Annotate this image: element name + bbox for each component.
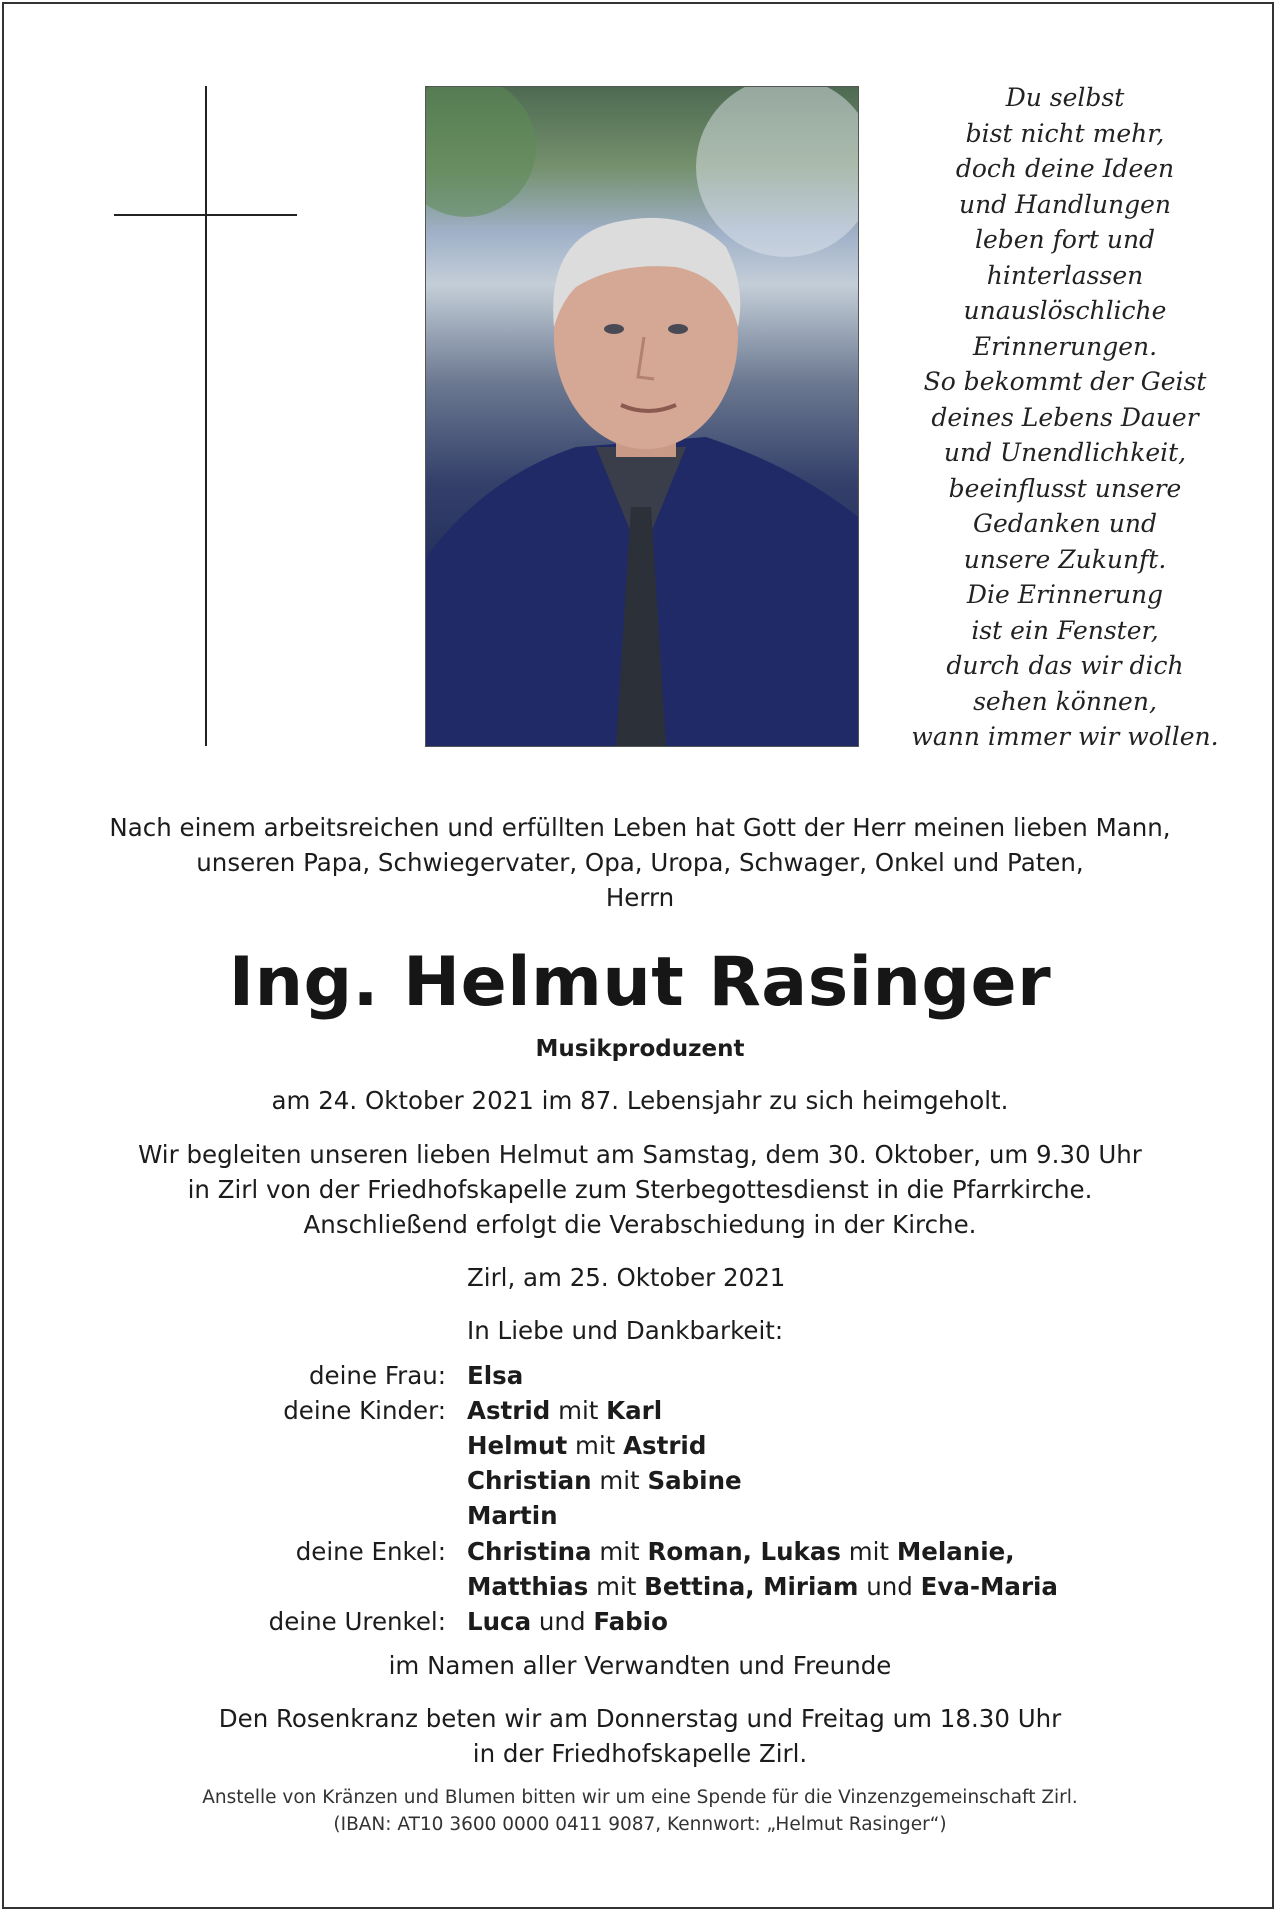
family-row-children-3	[4, 1463, 1276, 1498]
conjunction: und	[538, 1607, 586, 1636]
grandchild-name: Christina	[467, 1537, 592, 1566]
conjunction: mit	[558, 1396, 599, 1425]
grandchild-name: Matthias	[467, 1572, 589, 1601]
family-names	[467, 1534, 1015, 1569]
family-names	[467, 1604, 668, 1639]
family-row-children	[4, 1393, 1276, 1428]
family-row-greatgrandchildren	[4, 1604, 1276, 1639]
family-label: deine Enkel:	[295, 1537, 446, 1566]
poem-line: doch deine Ideen	[955, 154, 1175, 183]
intro-line: unseren Papa, Schwiegervater, Opa, Uropa, Schwager, Onkel und Paten,	[196, 848, 1084, 877]
wife-name: Elsa	[467, 1361, 524, 1390]
child-name: Astrid	[467, 1396, 551, 1425]
conjunction: mit	[596, 1572, 637, 1601]
family-names	[467, 1393, 662, 1428]
grandchild-name: Eva-Maria	[920, 1572, 1058, 1601]
greatgrandchild-name: Luca	[467, 1607, 532, 1636]
intro-line: Herrn	[605, 883, 675, 912]
poem-line: durch das wir dich	[946, 651, 1184, 680]
cross-icon	[205, 86, 207, 746]
family-names	[467, 1463, 742, 1498]
child-name: Christian	[467, 1466, 592, 1495]
donation-line: Anstelle von Kränzen und Blumen bitten wir um eine Spende für die Vinzenzgemeinschaft Zirl.	[202, 1787, 1078, 1808]
poem-line: wann immer wir wollen.	[911, 722, 1219, 751]
conjunction: mit	[575, 1431, 616, 1460]
conjunction: mit	[848, 1537, 890, 1566]
family-names	[467, 1358, 523, 1393]
poem-line: und Unendlichkeit,	[943, 438, 1187, 467]
donation-line: (IBAN: AT10 3600 0000 0411 9087, Kennwort: „Helmut Rasinger“)	[333, 1814, 947, 1835]
poem-line: unauslöschliche	[963, 296, 1167, 325]
conjunction: und	[866, 1572, 913, 1601]
partner-name: Astrid	[623, 1431, 707, 1460]
child-name: Martin	[467, 1501, 558, 1530]
obituary-notice	[2, 2, 1274, 1909]
family-row-grandchildren-2	[4, 1569, 1276, 1604]
grandchild-name: Melanie,	[896, 1537, 1015, 1566]
rosary-line: Den Rosenkranz beten wir am Donnerstag und Freitag um 18.30 Uhr	[218, 1704, 1062, 1733]
poem-line: sehen können,	[973, 686, 1157, 716]
family-row-children-2	[4, 1428, 1276, 1463]
service-line: in Zirl von der Friedhofskapelle zum Sterbegottesdienst in die Pfarrkirche.	[187, 1175, 1093, 1204]
conjunction: mit	[599, 1537, 640, 1566]
grandchild-name: Roman, Lukas	[647, 1537, 841, 1566]
poem-line: hinterlassen	[986, 260, 1144, 290]
poem-line: Erinnerungen.	[972, 331, 1158, 361]
service-line: Anschließend erfolgt die Verabschiedung in der Kirche.	[303, 1210, 977, 1239]
memorial-poem	[884, 80, 1246, 755]
intro-text	[4, 810, 1276, 915]
greatgrandchild-name: Fabio	[593, 1607, 668, 1636]
intro-line: Nach einem arbeitsreichen und erfüllten Leben hat Gott der Herr meinen lieben Mann,	[109, 813, 1171, 842]
poem-line: beeinflusst unsere	[948, 473, 1182, 503]
family-label: deine Kinder:	[283, 1396, 446, 1425]
poem-line: leben fort und	[974, 225, 1156, 254]
rosary-text	[4, 1701, 1276, 1771]
relatives-line: im Namen aller Verwandten und Freunde	[388, 1651, 892, 1680]
grandchild-name: Bettina, Miriam	[644, 1572, 859, 1601]
family-names	[467, 1428, 706, 1463]
poem-line: So bekommt der Geist	[923, 367, 1207, 396]
family-row-children-4	[4, 1498, 1276, 1533]
love-gratitude-line: In Liebe und Dankbarkeit:	[467, 1316, 784, 1345]
family-names	[467, 1498, 558, 1533]
conjunction: mit	[599, 1466, 640, 1495]
cross-icon-bar	[114, 214, 297, 216]
portrait-photo	[425, 86, 859, 747]
poem-line: Die Erinnerung	[966, 580, 1164, 609]
child-name: Helmut	[467, 1431, 568, 1460]
deceased-name: Ing. Helmut Rasinger	[228, 943, 1052, 1022]
funeral-service-text	[4, 1137, 1276, 1242]
service-line: Wir begleiten unseren lieben Helmut am Samstag, dem 30. Oktober, um 9.30 Uhr	[138, 1140, 1142, 1169]
poem-line: Du selbst	[1005, 83, 1125, 112]
deceased-profession: Musikproduzent	[535, 1036, 745, 1062]
poem-line: unsere Zukunft.	[963, 544, 1167, 574]
partner-name: Sabine	[647, 1466, 742, 1495]
family-names	[467, 1569, 1058, 1604]
death-date-line: am 24. Oktober 2021 im 87. Lebensjahr zu sich heimgeholt.	[271, 1086, 1009, 1115]
family-label: deine Urenkel:	[268, 1607, 446, 1636]
place-and-date: Zirl, am 25. Oktober 2021	[467, 1263, 786, 1292]
poem-line: und Handlungen	[958, 189, 1172, 219]
poem-line: deines Lebens Dauer	[931, 402, 1199, 432]
poem-line: Gedanken und	[973, 509, 1157, 538]
donation-note	[4, 1784, 1276, 1838]
poem-line: ist ein Fenster,	[971, 615, 1159, 645]
rosary-line: in der Friedhofskapelle Zirl.	[472, 1739, 808, 1768]
family-row-grandchildren	[4, 1534, 1276, 1569]
poem-line: bist nicht mehr,	[965, 118, 1165, 148]
family-row-wife	[4, 1358, 1276, 1393]
family-label: deine Frau:	[309, 1361, 446, 1390]
partner-name: Karl	[606, 1396, 663, 1425]
